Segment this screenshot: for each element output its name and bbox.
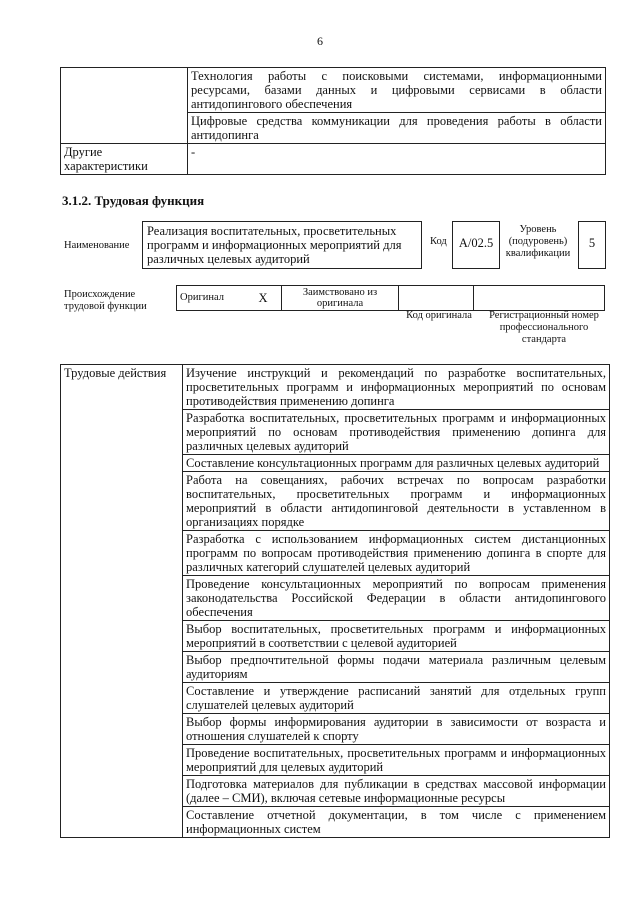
original-label: Оригинал bbox=[177, 286, 246, 311]
action-item: Составление отчетной документации, в том числе с применением информационных систем bbox=[183, 807, 610, 838]
reg-caption: Регистрационный номер профессионального стандарта bbox=[489, 310, 599, 345]
knowledge-table bbox=[60, 67, 606, 175]
borrowed-label: Заимствовано из оригинала bbox=[282, 286, 399, 311]
action-item: Выбор предпочтительной формы подачи материала различным целевым аудиториям bbox=[183, 652, 610, 683]
action-item: Работа на совещаниях, рабочих встречах по вопросам разработки воспитательных, просветительных программ и информационных мероприятий в области антидопинговой деятельности в уставленном в организациях порядке bbox=[183, 472, 610, 531]
action-item: Разработка воспитательных, просветительных программ и информационных мероприятий по основам противодействия применению допинга для различных целевых аудиторий bbox=[183, 410, 610, 455]
action-item: Выбор формы информирования аудитории в зависимости от возраста и отношения слушателей к спорту bbox=[183, 714, 610, 745]
page-number: 6 bbox=[317, 34, 323, 48]
other-characteristics-label: Другие характеристики bbox=[61, 144, 188, 175]
origin-table bbox=[176, 285, 605, 311]
action-item: Изучение инструкций и рекомендаций по разработке воспитательных, просветительных программ и информационных мероприятий по основам противодействия применению допинга bbox=[183, 365, 610, 410]
code-caption: Код оригинала bbox=[406, 310, 472, 321]
level-label: Уровень (подуровень) квалификации bbox=[505, 224, 571, 259]
knowledge-label-cell bbox=[61, 68, 188, 144]
code-label: Код bbox=[430, 236, 447, 247]
action-item: Проведение воспитательных, просветительных программ и информационных мероприятий для целевых аудиторий bbox=[183, 745, 610, 776]
actions-table bbox=[60, 364, 610, 838]
action-item: Выбор воспитательных, просветительных программ и информационных мероприятий в соответствии с целевой аудиторией bbox=[183, 621, 610, 652]
section-heading: 3.1.2. Трудовая функция bbox=[62, 193, 205, 208]
action-item: Составление консультационных программ для различных целевых аудиторий bbox=[183, 455, 610, 472]
action-item: Составление и утверждение расписаний занятий для отдельных групп слушателей целевых аудиторий bbox=[183, 683, 610, 714]
knowledge-item: Технология работы с поисковыми системами, информационными ресурсами, базами данных и цифровыми сервисами в области антидопингового обеспечения bbox=[188, 68, 606, 113]
other-characteristics-value: - bbox=[188, 144, 606, 175]
action-item: Проведение консультационных мероприятий по вопросам применения законодательства Российской Федерации в области антидопингового обеспечения bbox=[183, 576, 610, 621]
actions-label: Трудовые действия bbox=[61, 365, 183, 838]
original-mark: X bbox=[245, 286, 282, 311]
knowledge-item: Цифровые средства коммуникации для проведения работы в области антидопинга bbox=[188, 113, 606, 144]
name-label: Наименование bbox=[64, 240, 130, 251]
action-item: Подготовка материалов для публикации в средствах массовой информации (далее – СМИ), включая сетевые информационные ресурсы bbox=[183, 776, 610, 807]
qualification-level: 5 bbox=[578, 221, 606, 269]
action-item: Разработка с использованием информационных систем дистанционных программ по вопросам противодействия применению допинга в спорте для различных категорий слушателей целевых аудиторий bbox=[183, 531, 610, 576]
function-name: Реализация воспитательных, просветительных программ и информационных мероприятий для различных целевых аудиторий bbox=[142, 221, 422, 269]
original-code-cell bbox=[399, 286, 474, 311]
function-code: А/02.5 bbox=[452, 221, 500, 269]
reg-number-cell bbox=[474, 286, 605, 311]
origin-label: Происхождение трудовой функции bbox=[64, 289, 147, 312]
